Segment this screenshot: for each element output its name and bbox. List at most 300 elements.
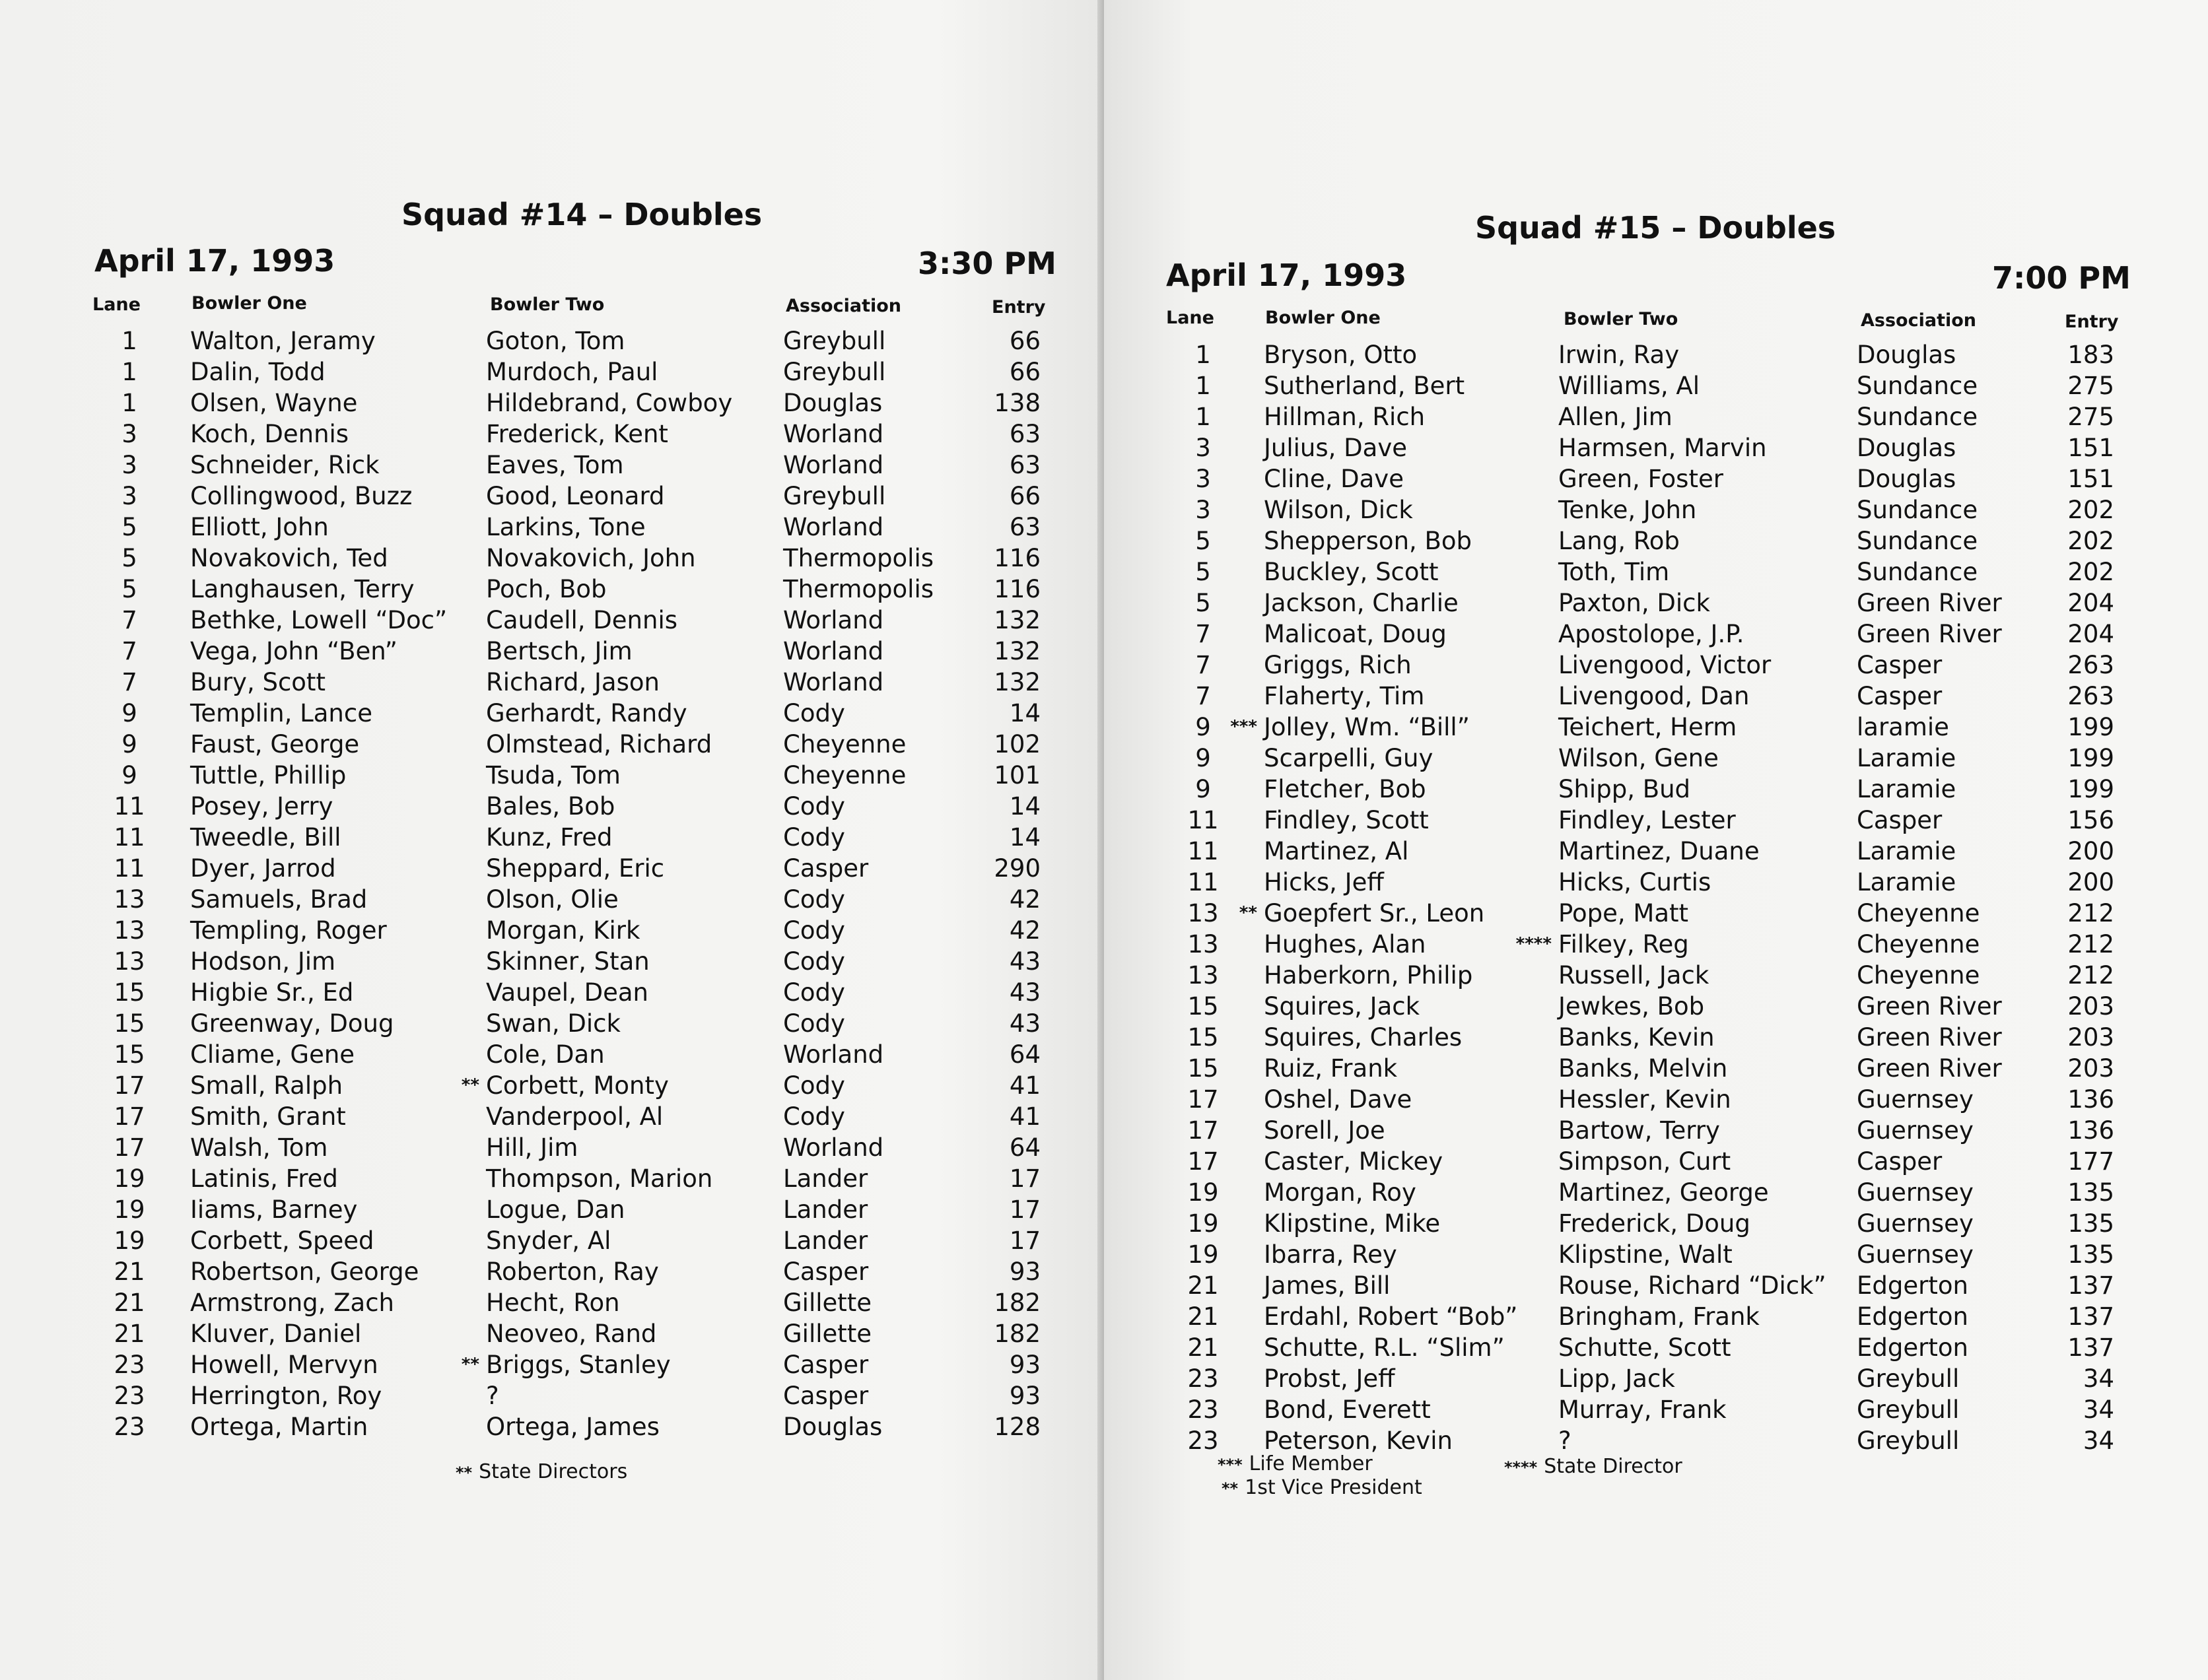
table-row (1104, 432, 2208, 463)
entry-cell: 151 (2067, 465, 2114, 493)
association-cell: Casper (1857, 1147, 1943, 1176)
table-row (0, 605, 1104, 636)
lane-cell: 3 (121, 482, 137, 510)
entry-cell: 14 (1009, 823, 1041, 852)
bowler-one-cell: Walsh, Tom (190, 1133, 328, 1162)
lane-cell: 17 (1187, 1085, 1219, 1114)
association-cell: Worland (783, 1133, 884, 1162)
table-row (1104, 1053, 2208, 1084)
table-row (0, 1008, 1104, 1039)
association-cell: Edgerton (1857, 1333, 1968, 1362)
bowler-one-cell: Bond, Everett (1264, 1395, 1431, 1424)
lane-cell: 9 (1195, 744, 1211, 772)
lane-cell: 19 (1187, 1178, 1219, 1207)
lane-cell: 13 (114, 885, 145, 914)
entry-cell: 14 (1009, 792, 1041, 821)
bowler-one-cell: Morgan, Roy (1264, 1178, 1416, 1207)
squad-15-table (1104, 339, 2208, 1456)
bowler-two-cell: Williams, Al (1558, 372, 1700, 400)
bowler-one-cell: Hughes, Alan (1264, 930, 1426, 958)
lane-cell: 23 (114, 1351, 145, 1379)
lane-cell: 9 (1195, 775, 1211, 803)
association-cell: Sundance (1857, 527, 1978, 555)
entry-cell: 43 (1009, 947, 1041, 976)
association-cell: Edgerton (1857, 1271, 1968, 1300)
lane-cell: 19 (1187, 1240, 1219, 1269)
association-cell: Cheyenne (783, 761, 907, 790)
bowler-one-cell: Klipstine, Mike (1264, 1209, 1441, 1238)
entry-cell: 64 (1009, 1133, 1041, 1162)
bowler-one-cell: Buckley, Scott (1264, 558, 1439, 586)
entry-cell: 17 (1009, 1195, 1041, 1224)
table-row (0, 574, 1104, 605)
table-row (0, 760, 1104, 791)
lane-cell: 3 (121, 420, 137, 448)
lane-cell: 7 (1195, 651, 1211, 679)
bowler-two-cell: Banks, Melvin (1558, 1054, 1728, 1083)
bowler-one-cell: Julius, Dave (1264, 434, 1407, 462)
entry-cell: 93 (1009, 1382, 1041, 1410)
entry-cell: 182 (994, 1320, 1041, 1348)
bowler-two-cell: Frederick, Kent (486, 420, 668, 448)
entry-cell: 203 (2067, 1023, 2114, 1052)
entry-cell: 212 (2067, 899, 2114, 927)
table-row (1104, 712, 2208, 743)
lane-cell: 5 (1195, 589, 1211, 617)
bowler-one-cell: Malicoat, Doug (1264, 620, 1447, 648)
association-cell: Greybull (1857, 1395, 1960, 1424)
bowler-two-cell: Klipstine, Walt (1558, 1240, 1733, 1269)
table-row (1104, 1394, 2208, 1425)
bowler-one-cell: Iiams, Barney (190, 1195, 358, 1224)
table-row (0, 1194, 1104, 1225)
entry-cell: 135 (2067, 1178, 2114, 1207)
table-row (0, 387, 1104, 419)
bowler-two-cell: Richard, Jason (486, 668, 660, 696)
lane-cell: 15 (1187, 1054, 1219, 1083)
bowler-two-cell: Irwin, Ray (1558, 341, 1680, 369)
bowler-two-cell: Shipp, Bud (1558, 775, 1691, 803)
lane-cell: 11 (1187, 837, 1219, 865)
lane-cell: 17 (114, 1133, 145, 1162)
bowler-one-cell: Ruiz, Frank (1264, 1054, 1398, 1083)
bowler-two-cell: Bringham, Frank (1558, 1302, 1760, 1331)
bowler-one-cell: James, Bill (1264, 1271, 1391, 1300)
table-row (0, 1411, 1104, 1442)
association-cell: Lander (783, 1195, 868, 1224)
association-cell: Cody (783, 916, 845, 945)
bowler-two-cell: Novakovich, John (486, 544, 696, 572)
bowler-one-cell: Findley, Scott (1264, 806, 1429, 834)
entry-cell: 203 (2067, 992, 2114, 1021)
lane-cell: 7 (121, 668, 137, 696)
bowler-two-cell: Kunz, Fred (486, 823, 613, 852)
association-cell: Cody (783, 1009, 845, 1038)
association-cell: Douglas (783, 1413, 883, 1441)
lane-cell: 21 (114, 1289, 145, 1317)
lane-cell: 1 (1195, 403, 1211, 431)
bowler-one-cell: Ortega, Martin (190, 1413, 368, 1441)
bowler-one-cell: Bury, Scott (190, 668, 326, 696)
lane-cell: 19 (114, 1164, 145, 1193)
bowler-one-cell: Cliame, Gene (190, 1040, 355, 1069)
bowler-two-cell: ? (1558, 1427, 1571, 1455)
table-row (1104, 681, 2208, 712)
table-row (0, 729, 1104, 760)
association-cell: Casper (1857, 682, 1943, 710)
entry-cell: 199 (2067, 713, 2114, 741)
bowler-two-cell: Livengood, Dan (1558, 682, 1750, 710)
entry-cell: 135 (2067, 1209, 2114, 1238)
footnote-vice-president (1222, 1476, 1422, 1499)
bowler-two-cell: Martinez, Duane (1558, 837, 1760, 865)
bowler-two-cell: Bartow, Terry (1558, 1116, 1720, 1145)
entry-cell: 263 (2067, 682, 2114, 710)
bowler-two-cell: Hessler, Kevin (1558, 1085, 1731, 1114)
lane-cell: 11 (1187, 806, 1219, 834)
table-row (0, 822, 1104, 853)
footnote-mark: **** (1504, 1458, 1538, 1477)
association-cell: Worland (783, 668, 884, 696)
table-row (1104, 1115, 2208, 1146)
bowler-one-cell: Langhausen, Terry (190, 575, 415, 603)
table-row (1104, 401, 2208, 432)
entry-cell: 202 (2067, 558, 2114, 586)
bowler-two-cell: Morgan, Kirk (486, 916, 640, 945)
bowler-one-cell: Kluver, Daniel (190, 1320, 362, 1348)
table-row (0, 1349, 1104, 1380)
bowler-one-cell: Templing, Roger (190, 916, 387, 945)
table-row (0, 1225, 1104, 1256)
lane-cell: 23 (114, 1413, 145, 1441)
entry-cell: 93 (1009, 1258, 1041, 1286)
lane-cell: 11 (114, 823, 145, 852)
bowler-two-cell: Rouse, Richard “Dick” (1558, 1271, 1826, 1300)
bowler-one-cell: Goepfert Sr., Leon (1264, 899, 1485, 927)
bowler-two-cell: Russell, Jack (1558, 961, 1709, 990)
bowler-one-cell: Jackson, Charlie (1264, 589, 1459, 617)
bowler-one-cell: Jolley, Wm. “Bill” (1264, 713, 1470, 741)
table-row (0, 977, 1104, 1008)
table-row (0, 1287, 1104, 1318)
association-cell: Green River (1857, 620, 2002, 648)
entry-cell: 93 (1009, 1351, 1041, 1379)
bowler-two-cell: Schutte, Scott (1558, 1333, 1731, 1362)
table-row (1104, 1425, 2208, 1456)
entry-cell: 204 (2067, 620, 2114, 648)
association-cell: Casper (1857, 651, 1943, 679)
association-cell: Cody (783, 1071, 845, 1100)
lane-cell: 15 (114, 1009, 145, 1038)
bowler-two-cell: Apostolope, J.P. (1558, 620, 1744, 648)
bowler-two-cell: Neoveo, Rand (486, 1320, 657, 1348)
entry-cell: 137 (2067, 1302, 2114, 1331)
bowler-one-cell: Flaherty, Tim (1264, 682, 1425, 710)
association-cell: Worland (783, 1040, 884, 1069)
lane-cell: 5 (1195, 558, 1211, 586)
table-row (0, 915, 1104, 946)
table-row (1104, 650, 2208, 681)
entry-cell: 34 (2083, 1364, 2114, 1393)
association-cell: Gillette (783, 1320, 872, 1348)
bowler-two-cell: Thompson, Marion (486, 1164, 713, 1193)
lane-cell: 23 (1187, 1395, 1219, 1424)
entry-cell: 199 (2067, 744, 2114, 772)
association-cell: Green River (1857, 589, 2002, 617)
association-cell: Worland (783, 606, 884, 634)
association-cell: Cody (783, 885, 845, 914)
bowler-two-cell: Vanderpool, Al (486, 1102, 664, 1131)
entry-cell: 204 (2067, 589, 2114, 617)
bowler-two-cell: Teichert, Herm (1558, 713, 1737, 741)
lane-cell: 13 (1187, 899, 1219, 927)
entry-cell: 64 (1009, 1040, 1041, 1069)
entry-cell: 43 (1009, 978, 1041, 1007)
table-row (0, 1101, 1104, 1132)
entry-cell: 263 (2067, 651, 2114, 679)
table-row (1104, 1022, 2208, 1053)
lane-cell: 3 (1195, 434, 1211, 462)
lane-cell: 21 (1187, 1271, 1219, 1300)
table-row (0, 1039, 1104, 1070)
association-cell: Casper (1857, 806, 1943, 834)
association-cell: Thermopolis (783, 575, 934, 603)
bowler-one-cell: Higbie Sr., Ed (190, 978, 354, 1007)
entry-cell: 41 (1009, 1071, 1041, 1100)
squad-14-title: Squad #14 – Doubles (401, 197, 763, 232)
bowler-one-cell: Olsen, Wayne (190, 389, 358, 417)
footnote-text: 1st Vice President (1245, 1476, 1422, 1499)
bowler-two-cell: Simpson, Curt (1558, 1147, 1731, 1176)
lane-cell: 7 (1195, 682, 1211, 710)
bowler-two-cell: Olson, Olie (486, 885, 619, 914)
entry-cell: 41 (1009, 1102, 1041, 1131)
bowler-two-cell: Lipp, Jack (1558, 1364, 1675, 1393)
bowler-two-cell: Corbett, Monty (486, 1071, 669, 1100)
entry-cell: 14 (1009, 699, 1041, 727)
association-cell: Casper (783, 1351, 869, 1379)
bowler-one-cell: Martinez, Al (1264, 837, 1409, 865)
table-row (1104, 370, 2208, 401)
bowler-one-cell: Erdahl, Robert “Bob” (1264, 1302, 1518, 1331)
officer-mark: ** (461, 1075, 479, 1095)
bowler-two-cell: Larkins, Tone (486, 513, 646, 541)
association-cell: Lander (783, 1164, 868, 1193)
bowler-two-cell: Roberton, Ray (486, 1258, 659, 1286)
entry-cell: 116 (994, 544, 1041, 572)
association-cell: Casper (783, 1382, 869, 1410)
association-cell: Cody (783, 1102, 845, 1131)
header-association: Association (1861, 310, 1976, 331)
association-cell: Cheyenne (1857, 899, 1980, 927)
bowler-two-cell: Briggs, Stanley (486, 1351, 671, 1379)
entry-cell: 116 (994, 575, 1041, 603)
lane-cell: 1 (121, 389, 137, 417)
footnote-state-directors (456, 1460, 627, 1483)
bowler-one-cell: Oshel, Dave (1264, 1085, 1412, 1114)
association-cell: Gillette (783, 1289, 872, 1317)
entry-cell: 66 (1009, 327, 1041, 355)
bowler-two-cell: Cole, Dan (486, 1040, 605, 1069)
association-cell: Worland (783, 637, 884, 665)
bowler-two-cell: Allen, Jim (1558, 403, 1673, 431)
table-row (0, 1256, 1104, 1287)
table-row (1104, 556, 2208, 588)
entry-cell: 182 (994, 1289, 1041, 1317)
bowler-two-cell: Tsuda, Tom (486, 761, 621, 790)
table-row (1104, 836, 2208, 867)
bowler-two-cell: Snyder, Al (486, 1226, 611, 1255)
lane-cell: 1 (121, 358, 137, 386)
bowler-one-cell: Squires, Charles (1264, 1023, 1463, 1052)
squad-15-title: Squad #15 – Doubles (1475, 210, 1836, 246)
lane-cell: 9 (121, 699, 137, 727)
lane-cell: 21 (1187, 1302, 1219, 1331)
table-row (1104, 588, 2208, 619)
bowler-one-cell: Small, Ralph (190, 1071, 343, 1100)
table-row (0, 1380, 1104, 1411)
lane-cell: 5 (121, 513, 137, 541)
bowler-one-cell: Herrington, Roy (190, 1382, 382, 1410)
lane-cell: 23 (114, 1382, 145, 1410)
right-page (1104, 0, 2208, 1680)
bowler-two-cell: Skinner, Stan (486, 947, 650, 976)
lane-cell: 21 (1187, 1333, 1219, 1362)
lane-cell: 9 (121, 761, 137, 790)
table-row (0, 481, 1104, 512)
lane-cell: 13 (1187, 961, 1219, 990)
association-cell: Douglas (1857, 465, 1956, 493)
entry-cell: 102 (994, 730, 1041, 758)
entry-cell: 275 (2067, 372, 2114, 400)
bowler-one-cell: Hicks, Jeff (1264, 868, 1384, 896)
lane-cell: 15 (114, 978, 145, 1007)
bowler-two-cell: Swan, Dick (486, 1009, 621, 1038)
entry-cell: 212 (2067, 961, 2114, 990)
header-lane: Lane (92, 294, 141, 315)
lane-cell: 13 (114, 916, 145, 945)
entry-cell: 275 (2067, 403, 2114, 431)
bowler-two-cell: Hecht, Ron (486, 1289, 620, 1317)
table-row (0, 1318, 1104, 1349)
table-row (1104, 1208, 2208, 1239)
table-row (0, 636, 1104, 667)
table-row (0, 512, 1104, 543)
lane-cell: 17 (114, 1071, 145, 1100)
bowler-two-cell: Murdoch, Paul (486, 358, 658, 386)
entry-cell: 66 (1009, 358, 1041, 386)
entry-cell: 202 (2067, 496, 2114, 524)
association-cell: Sundance (1857, 496, 1978, 524)
bowler-two-cell: Banks, Kevin (1558, 1023, 1715, 1052)
association-cell: Cheyenne (1857, 961, 1980, 990)
table-row (1104, 1146, 2208, 1177)
lane-cell: 3 (1195, 465, 1211, 493)
bowler-two-cell: ? (486, 1382, 499, 1410)
bowler-two-cell: Findley, Lester (1558, 806, 1736, 834)
association-cell: Cheyenne (783, 730, 907, 758)
association-cell: Worland (783, 513, 884, 541)
association-cell: Edgerton (1857, 1302, 1968, 1331)
table-row (1104, 1363, 2208, 1394)
bowler-one-cell: Posey, Jerry (190, 792, 333, 821)
bowler-one-cell: Schneider, Rick (190, 451, 380, 479)
association-cell: Greybull (1857, 1364, 1960, 1393)
bowler-two-cell: Pope, Matt (1558, 899, 1689, 927)
table-row (1104, 774, 2208, 805)
association-cell: Guernsey (1857, 1178, 1974, 1207)
entry-cell: 137 (2067, 1271, 2114, 1300)
lane-cell: 11 (1187, 868, 1219, 896)
association-cell: Worland (783, 420, 884, 448)
bowler-two-cell: Jewkes, Bob (1558, 992, 1705, 1021)
bowler-one-cell: Robertson, George (190, 1258, 419, 1286)
association-cell: Guernsey (1857, 1085, 1974, 1114)
footnote-mark: ** (1222, 1479, 1239, 1498)
entry-cell: 200 (2067, 837, 2114, 865)
bowler-two-cell: Livengood, Victor (1558, 651, 1772, 679)
association-cell: Greybull (783, 358, 886, 386)
header-lane: Lane (1166, 308, 1214, 328)
bowler-two-cell: Hill, Jim (486, 1133, 578, 1162)
entry-cell: 101 (994, 761, 1041, 790)
lane-cell: 17 (1187, 1147, 1219, 1176)
table-row (1104, 898, 2208, 929)
table-row (0, 1132, 1104, 1163)
entry-cell: 136 (2067, 1116, 2114, 1145)
table-row (1104, 1270, 2208, 1301)
lane-cell: 1 (121, 327, 137, 355)
bowler-two-cell: Goton, Tom (486, 327, 625, 355)
table-row (0, 667, 1104, 698)
entry-cell: 63 (1009, 451, 1041, 479)
bowler-one-cell: Corbett, Speed (190, 1226, 374, 1255)
footnote-text: State Director (1544, 1455, 1682, 1478)
lane-cell: 23 (1187, 1427, 1219, 1455)
bowler-one-cell: Haberkorn, Philip (1264, 961, 1473, 990)
entry-cell: 17 (1009, 1226, 1041, 1255)
bowler-one-cell: Shepperson, Bob (1264, 527, 1472, 555)
bowler-one-cell: Fletcher, Bob (1264, 775, 1426, 803)
table-row (0, 1163, 1104, 1194)
table-row (1104, 991, 2208, 1022)
association-cell: Laramie (1857, 744, 1956, 772)
lane-cell: 17 (114, 1102, 145, 1131)
bowler-one-cell: Latinis, Fred (190, 1164, 338, 1193)
entry-cell: 183 (2067, 341, 2114, 369)
association-cell: Douglas (1857, 341, 1956, 369)
lane-cell: 15 (114, 1040, 145, 1069)
association-cell: Laramie (1857, 837, 1956, 865)
lane-cell: 9 (1195, 713, 1211, 741)
association-cell: Casper (783, 854, 869, 883)
table-row (0, 325, 1104, 356)
bowler-two-cell: Caudell, Dennis (486, 606, 678, 634)
officer-mark: *** (1230, 717, 1257, 737)
lane-cell: 19 (114, 1195, 145, 1224)
table-row (1104, 960, 2208, 991)
lane-cell: 5 (121, 544, 137, 572)
association-cell: Green River (1857, 992, 2002, 1021)
bowler-two-cell: Bertsch, Jim (486, 637, 633, 665)
bowler-two-cell: Hildebrand, Cowboy (486, 389, 733, 417)
bowler-one-cell: Griggs, Rich (1264, 651, 1412, 679)
table-row (0, 698, 1104, 729)
association-cell: Cody (783, 699, 845, 727)
bowler-one-cell: Templin, Lance (190, 699, 372, 727)
table-row (1104, 805, 2208, 836)
header-entry: Entry (2065, 312, 2119, 332)
